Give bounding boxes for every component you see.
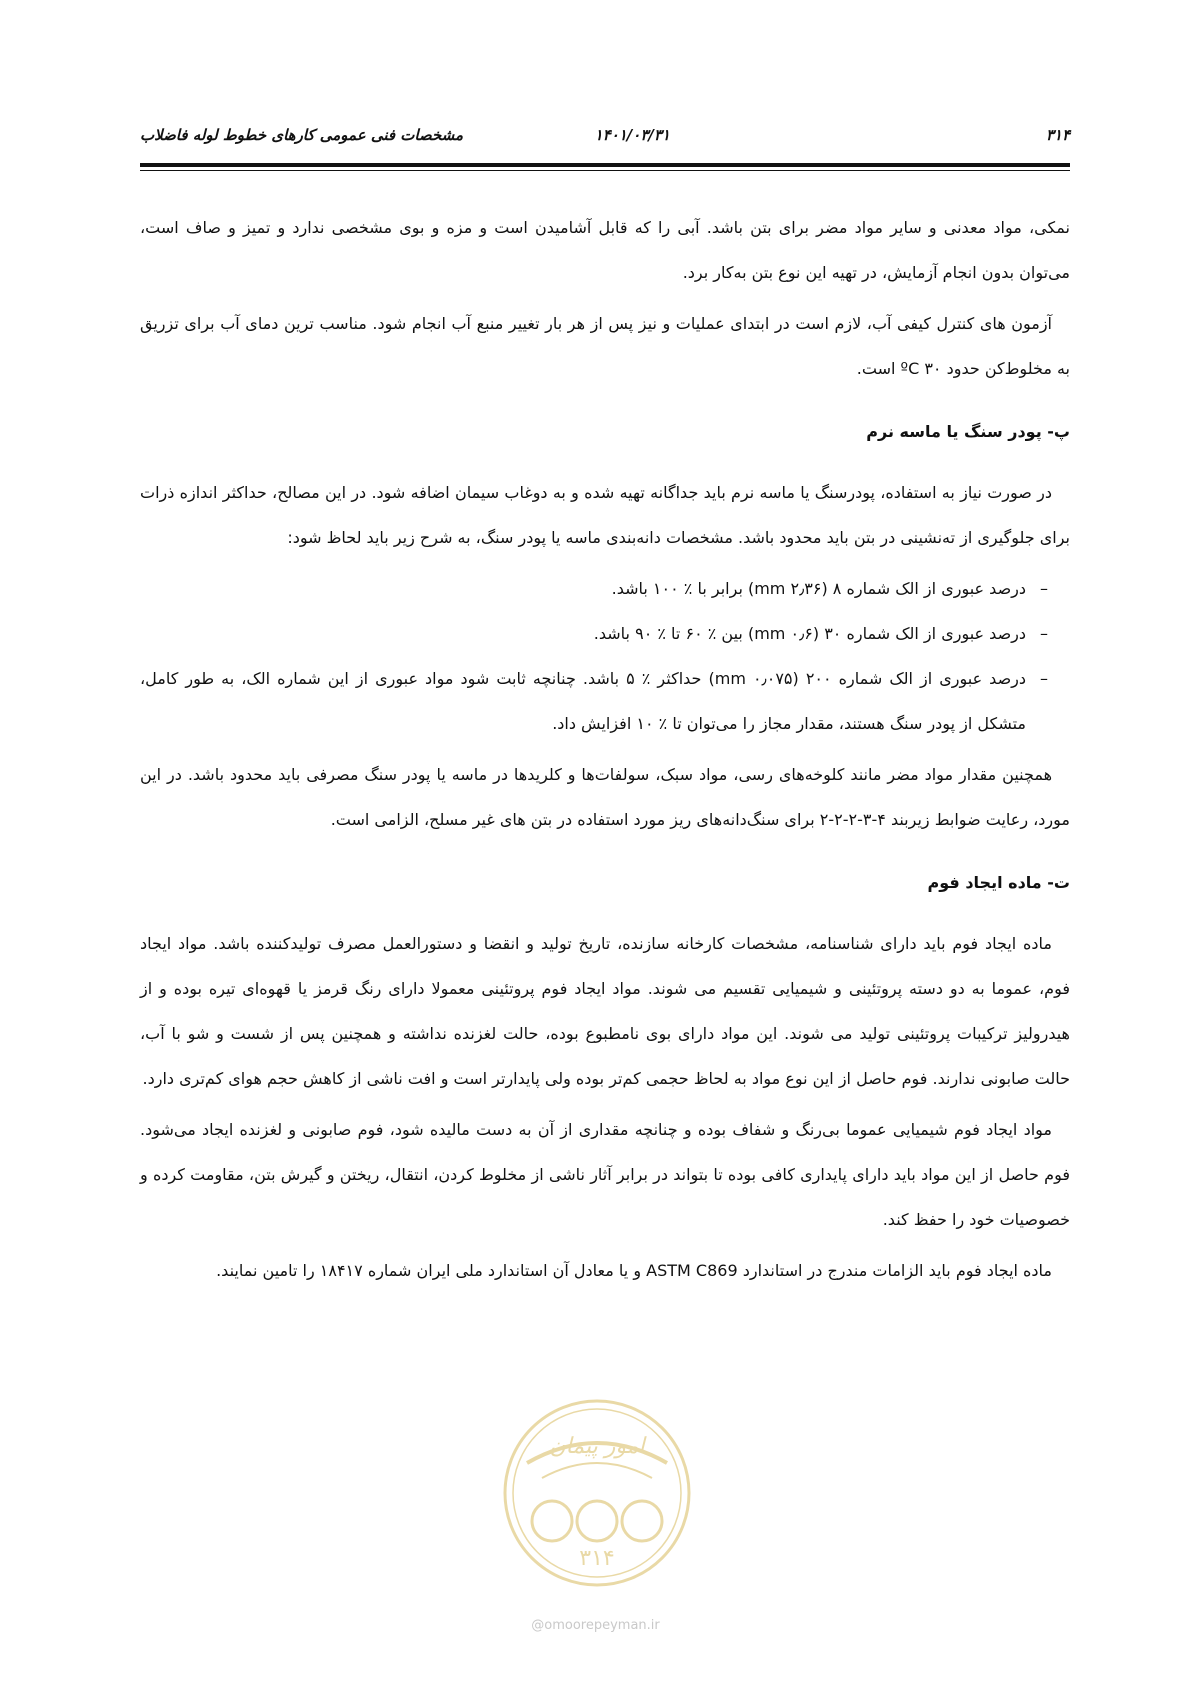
header-date: ۱۴۰۱/۰۳/۳۱ xyxy=(594,126,670,144)
section-heading-foam-agent: ت- ماده ایجاد فوم xyxy=(927,873,1070,892)
watermark-stamp-text: امور پیمان xyxy=(549,1434,645,1459)
grading-list xyxy=(140,566,1070,746)
paragraph-water-tests: آزمون های کنترل کیفی آب، لازم است در ابتدای عملیات و نیز پس از هر بار تغییر منبع آب انجام شود. مناسب ترین دمای آب برای تزریق به مخلوط‌کن حدود ºC ۳۰ است. xyxy=(140,314,1070,378)
page-number: ۳۱۴ xyxy=(1045,126,1070,144)
paragraph-water-quality: نمکی، مواد معدنی و سایر مواد مضر برای بتن باشد. آبی را که قابل آشامیدن است و مزه و بوی مشخصی ندارد و تمیز و صاف است، می‌توان بدون انجام آزمایش، در تهیه این نوع بتن به‌کار برد. xyxy=(140,218,1070,282)
section-heading-stone-powder: پ- پودر سنگ یا ماسه نرم xyxy=(866,422,1070,441)
watermark-seal-icon xyxy=(497,1393,697,1593)
list-item xyxy=(140,566,1048,611)
list-item-text: درصد عبوری از الک شماره ۳۰ (۰٫۶ mm) بین ٪ ۶۰ تا ٪ ۹۰ باشد. xyxy=(593,624,1026,643)
list-item xyxy=(140,656,1048,746)
header-rule-thin xyxy=(140,170,1070,171)
paragraph-harmful-materials: همچنین مقدار مواد مضر مانند کلوخه‌های رسی، مواد سبک، سولفات‌ها و کلریدها در ماسه یا پودر سنگ مصرفی باید محدود باشد. در این مورد، رعایت ضوابط زیربند ۴-۳-۲-۲-۲ برای سنگ‌دانه‌های ریز مورد استفاده در بتن های غیر مسلح، الزامی است. xyxy=(140,765,1070,829)
paragraph-chemical-foam: مواد ایجاد فوم شیمیایی عموما بی‌رنگ و شفاف بوده و چنانچه مقداری از آن به دست مالیده شود، فوم صابونی و لغزنده ایجاد می‌شود. فوم حاصل از این مواد باید دارای پایداری کافی بوده تا بتواند در برابر آثار ناشی از مخلوط کردن، انتقال، ریختن و گیرش بتن، مقاومت کرده و خصوصیات خود را حفظ کند. xyxy=(140,1120,1070,1229)
list-item-text: درصد عبوری از الک شماره ۸ (۲٫۳۶ mm) برابر با ٪ ۱۰۰ باشد. xyxy=(611,579,1026,598)
list-item-text: درصد عبوری از الک شماره ۲۰۰ (۰٫۰۷۵ mm) حداکثر ٪ ۵ باشد. چنانچه ثابت شود مواد عبوری از این شماره الک، به طور کامل، متشکل از پودر سنگ هستند، مقدار مجاز را می‌توان تا ٪ ۱۰ افزایش داد. xyxy=(140,669,1027,733)
header-rule-thick xyxy=(140,163,1070,167)
list-item xyxy=(140,611,1048,656)
watermark-stamp-number: ۳۱۴ xyxy=(579,1546,615,1571)
page-header xyxy=(140,120,1070,150)
dash-bullet: – xyxy=(1040,624,1048,643)
paragraph-stone-powder: در صورت نیاز به استفاده، پودرسنگ یا ماسه نرم باید جداگانه تهیه شده و به دوغاب سیمان اضافه شود. در این مصالح، حداکثر اندازه ذرات برای جلوگیری از ته‌نشینی در بتن باید محدود باشد. مشخصات دانه‌بندی ماسه یا پودر سنگ، به شرح زیر باید لحاظ شود: xyxy=(140,483,1070,547)
document-title: مشخصات فنی عمومی کارهای خطوط لوله فاضلاب xyxy=(140,126,464,144)
paragraph-foam-agent: ماده ایجاد فوم باید دارای شناسنامه، مشخصات کارخانه سازنده، تاریخ تولید و انقضا و دستورالعمل مصرف تولیدکننده باشد. مواد ایجاد فوم، عموما به دو دسته پروتئینی و شیمیایی تقسیم می شوند. مواد ایجاد فوم پروتئینی معمولا دارای رنگ قرمز یا قهوه‌ای تیره بوده و از هیدرولیز ترکیبات پروتئینی تولید می شوند. این مواد دارای بوی نامطبوع بوده، حالت لغزنده نداشته و همچنین پس از شست و شو با آب، حالت صابونی ندارند. فوم حاصل از این نوع مواد به لحاظ حجمی کم‌تر بوده ولی پایدارتر است و افت ناشی از کاهش حجم هوای کم‌تری دارد. xyxy=(140,934,1070,1088)
dash-bullet: – xyxy=(1040,579,1048,598)
dash-bullet: – xyxy=(1040,669,1048,688)
watermark-site: @omoorepeyman.ir xyxy=(531,1618,660,1633)
paragraph-astm-standard: ماده ایجاد فوم باید الزامات مندرج در استاندارد ASTM C869 و یا معادل آن استاندارد ملی ایران شماره ۱۸۴۱۷ را تامین نمایند. xyxy=(216,1261,1052,1280)
document-body xyxy=(140,205,1070,1299)
